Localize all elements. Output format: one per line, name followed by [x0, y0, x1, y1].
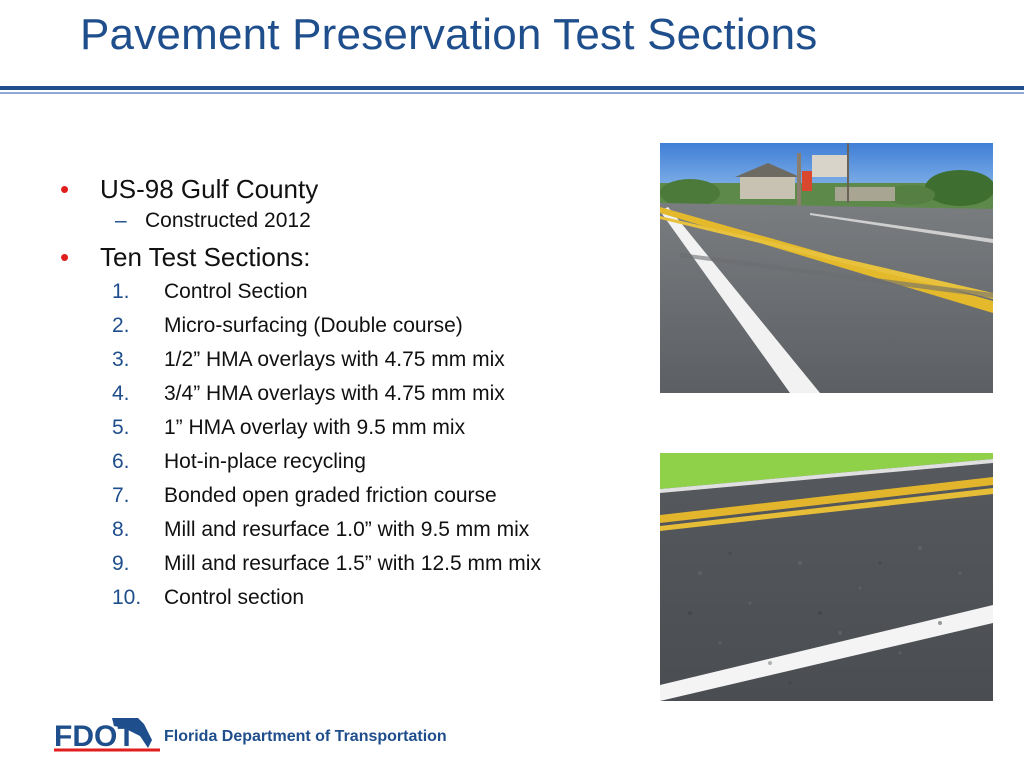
fdot-logo-text: FDOT: [54, 720, 136, 753]
section-text: Micro-surfacing (Double course): [164, 314, 463, 337]
sub-bullet-marker: –: [115, 209, 127, 232]
section-number: 10.: [112, 586, 142, 609]
section-text: Hot-in-place recycling: [164, 450, 366, 473]
section-text: Bonded open graded friction course: [164, 484, 497, 507]
bullet-marker: •: [60, 242, 70, 272]
footer: [52, 710, 512, 760]
bullet-location: [60, 172, 640, 206]
section-item: [60, 584, 640, 611]
bullet-text: Ten Test Sections:: [100, 242, 311, 272]
section-number: 9.: [112, 552, 130, 575]
road-photo-wide: [660, 143, 993, 393]
fdot-logo-icon: [52, 710, 162, 760]
section-text: Control section: [164, 586, 305, 609]
sub-bullet-text: Constructed 2012: [145, 209, 311, 232]
section-number: 1.: [112, 280, 130, 303]
section-number: 8.: [112, 518, 130, 541]
road-photo-surface: [660, 453, 993, 701]
section-item: [60, 346, 640, 373]
bullet-text: US-98 Gulf County: [100, 174, 319, 204]
bullet-marker: •: [60, 174, 70, 204]
section-item: [60, 278, 640, 305]
section-text: Mill and resurface 1.0” with 9.5 mm mix: [164, 518, 530, 541]
footer-org-name: Florida Department of Transportation: [164, 728, 447, 745]
section-text: Mill and resurface 1.5” with 12.5 mm mix: [164, 552, 541, 575]
section-text: 1” HMA overlay with 9.5 mm mix: [164, 416, 466, 439]
sub-bullet-constructed: [60, 206, 640, 236]
section-text: Control Section: [164, 280, 308, 303]
section-item: [60, 380, 640, 407]
section-number: 6.: [112, 450, 130, 473]
section-item: [60, 414, 640, 441]
section-item: [60, 550, 640, 577]
section-item: [60, 516, 640, 543]
test-sections-list: [60, 278, 640, 611]
slide-title: Pavement Preservation Test Sections: [80, 10, 818, 59]
section-number: 2.: [112, 314, 130, 337]
section-text: 3/4” HMA overlays with 4.75 mm mix: [164, 382, 505, 405]
title-divider-thin: [0, 92, 1024, 94]
title-divider: [0, 86, 1024, 90]
section-text: 1/2” HMA overlays with 4.75 mm mix: [164, 348, 505, 371]
section-item: [60, 312, 640, 339]
bullet-test-sections: [60, 240, 640, 274]
section-item: [60, 448, 640, 475]
slide-content: [60, 172, 640, 618]
section-number: 7.: [112, 484, 130, 507]
section-item: [60, 482, 640, 509]
section-number: 4.: [112, 382, 130, 405]
section-number: 5.: [112, 416, 130, 439]
section-number: 3.: [112, 348, 130, 371]
